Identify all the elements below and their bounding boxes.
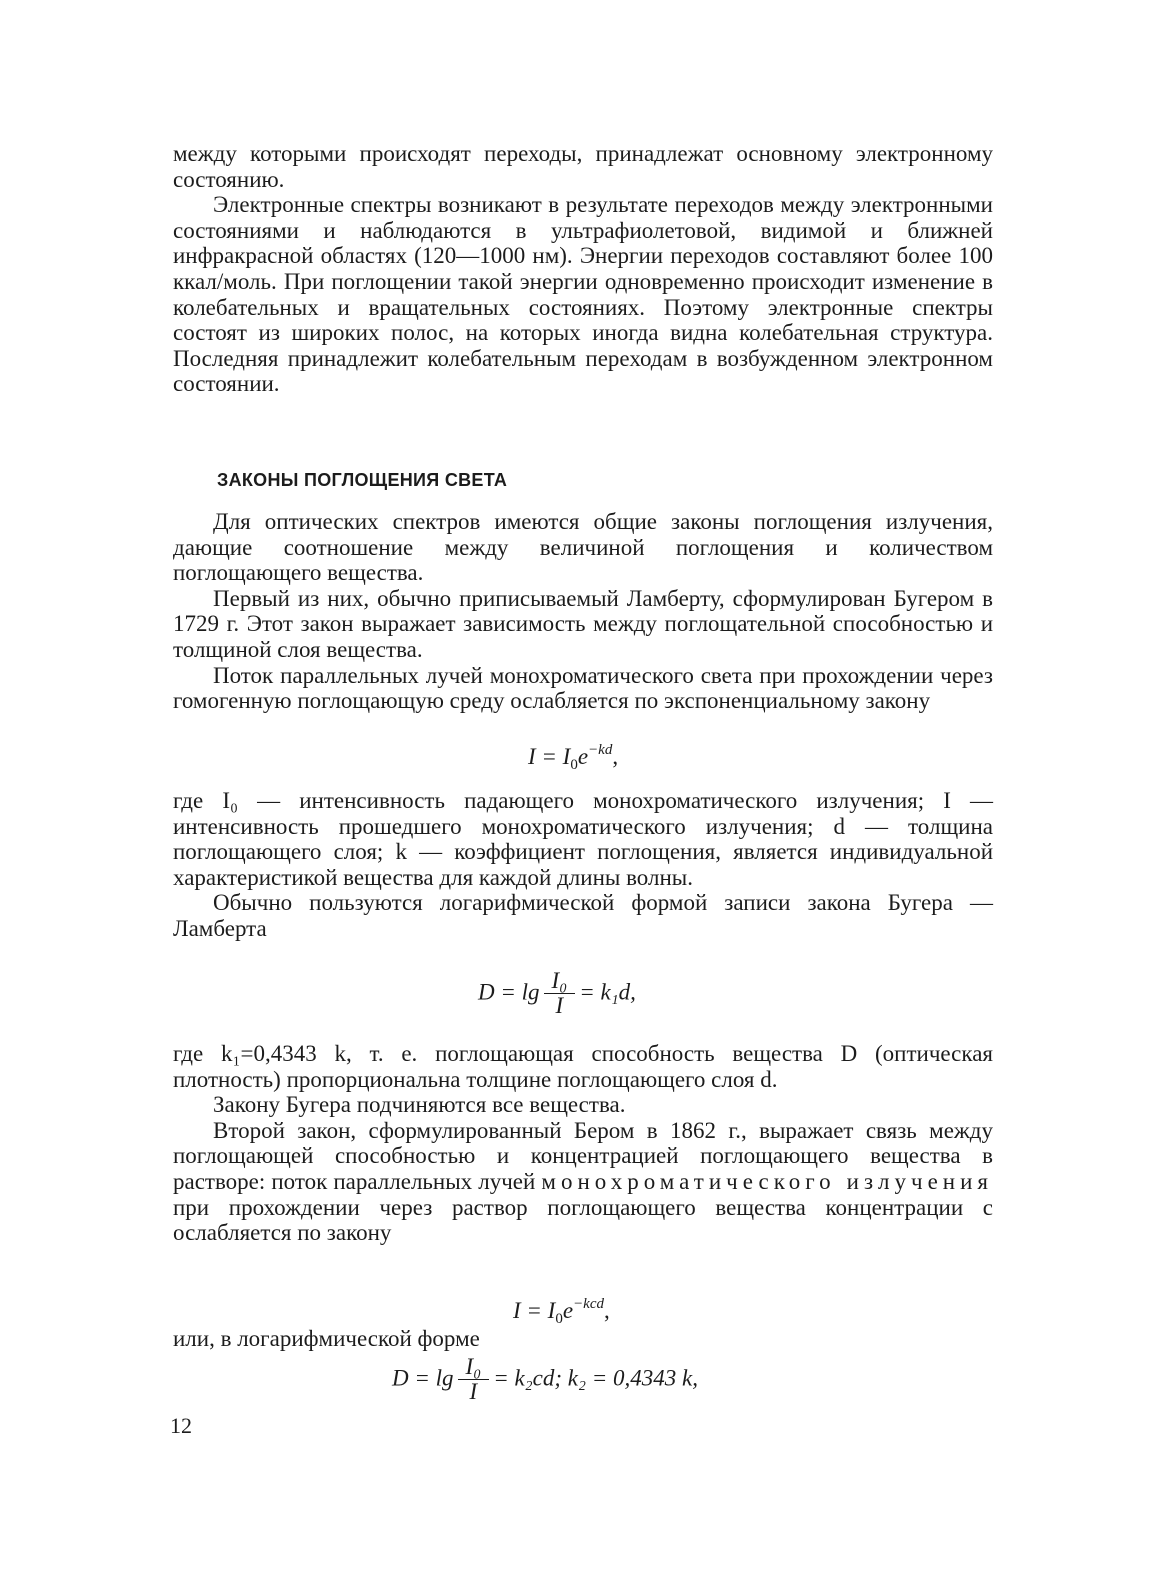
text-block-optical-density: [173, 1041, 993, 1246]
formula-bouguer-lambert: D = lg $\frac{\text{I₀}}{I}$ = k₁d,: [478, 968, 636, 1018]
formula-beer-log: D = lg $\frac{\text{I₀}}{I}$ = k₂cd; k₂ = 0,4343 k,: [392, 1354, 698, 1404]
paragraph-general-laws: Для оптических спектров имеются общие законы поглощения излучения, дающие соотношение между величиной поглощения и количеством поглощающего вещества.: [173, 509, 993, 586]
paragraph-or-log-form: или, в логарифмической форме: [173, 1326, 480, 1351]
formula-beer-law: $I = I_0e^{-kcd}$,: [513, 1296, 610, 1327]
text-block-laws: [173, 509, 993, 714]
text-block-log-form: [173, 1326, 993, 1352]
section-heading: ЗАКОНЫ ПОГЛОЩЕНИЯ СВЕТА: [217, 470, 508, 490]
page-number: 12: [170, 1413, 192, 1438]
paragraph-all-substances: Закону Бугера подчиняются все вещества.: [213, 1092, 626, 1118]
text-block-intro: [173, 141, 993, 397]
paragraph-log-form: Обычно пользуются логарифмической формой записи закона Бугера — Ламберта: [173, 890, 993, 941]
paragraph-continuation: между которыми происходят переходы, принадлежат основному электронному состоянию.: [173, 141, 993, 192]
paragraph-definitions: где I₀ — интенсивность падающего монохроматического излучения; I — интенсивность прошедшего монохроматического излучения; d — толщина поглощающего слоя; k — коэффициент поглощения, является индивидуальной характеристикой вещества для каждой длины волны.: [173, 788, 993, 890]
paragraph-electronic-spectra: Электронные спектры возникают в результате переходов между электронными состояниями и наблюдаются в ультрафиолетовой, видимой и ближней инфракрасной областях (120—1000 нм). Энергии переходов составляют более 100 ккал/моль. При поглощении такой энергии одновременно происходит изменение в колебательных и вращательных состояниях. Поэтому электронные спектры состоят из широких полос, на которых иногда видна колебательная структура. Последняя принадлежит колебательным переходам в возбужденном электронном состоянии.: [173, 192, 993, 397]
paragraph-flux: Поток параллельных лучей монохроматического света при прохождении через гомогенную поглощающую среду ослабляется по экспоненциальному закону: [173, 662, 993, 714]
paragraph-first-law: Первый из них, обычно приписываемый Ламберту, сформулирован Бугером в 1729 г. Этот закон выражает зависимость между поглощательной способностью и толщиной слоя вещества.: [173, 585, 993, 662]
paragraph-k1: где k₁=0,4343 k, т. е. поглощающая способность вещества D (оптическая плотность) пропорциональна толщине поглощающего слоя d.: [173, 1041, 993, 1092]
formula-exponential-law: $I = I_0e^{-kd}$,: [528, 742, 619, 773]
text-block-definitions: [173, 788, 993, 942]
paragraph-second-law: Второй закон, сформулированный Бером в 1862 г., выражает связь между поглощающей способностью и концентрацией поглощающего вещества в растворе: поток параллельных лучей монохроматического излучения при прохождении через раствор поглощающего вещества концентрации c ослабляется по закону: [173, 1117, 993, 1246]
